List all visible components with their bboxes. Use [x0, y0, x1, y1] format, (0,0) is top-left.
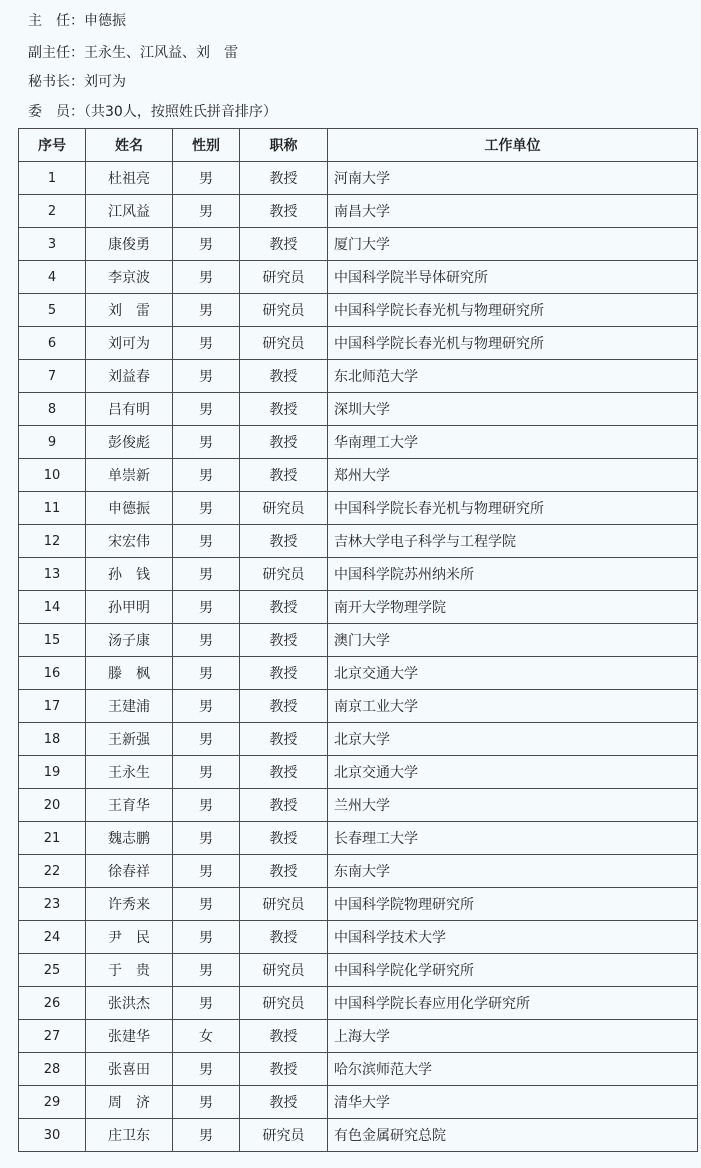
cell-title: 教授 [240, 525, 328, 558]
cell-name: 单崇新 [86, 459, 173, 492]
cell-gender: 男 [173, 723, 240, 756]
cell-title: 教授 [240, 756, 328, 789]
cell-name: 康俊勇 [86, 228, 173, 261]
cell-name: 申德振 [86, 492, 173, 525]
cell-index: 17 [19, 690, 86, 723]
cell-name: 王新强 [86, 723, 173, 756]
cell-index: 23 [19, 888, 86, 921]
table-row [19, 954, 698, 987]
cell-gender: 男 [173, 855, 240, 888]
cell-unit: 中国科学技术大学 [328, 921, 698, 954]
cell-gender: 男 [173, 888, 240, 921]
members-table [18, 128, 698, 1152]
cell-index: 19 [19, 756, 86, 789]
table-row [19, 195, 698, 228]
cell-gender: 男 [173, 228, 240, 261]
cell-gender: 男 [173, 921, 240, 954]
cell-gender: 男 [173, 624, 240, 657]
cell-unit: 上海大学 [328, 1020, 698, 1053]
cell-title: 教授 [240, 789, 328, 822]
cell-gender: 男 [173, 327, 240, 360]
cell-title: 教授 [240, 360, 328, 393]
table-row [19, 855, 698, 888]
cell-index: 2 [19, 195, 86, 228]
cell-index: 26 [19, 987, 86, 1020]
cell-gender: 男 [173, 591, 240, 624]
cell-unit: 澳门大学 [328, 624, 698, 657]
cell-unit: 厦门大学 [328, 228, 698, 261]
col-header-unit: 工作单位 [328, 129, 698, 162]
cell-gender: 男 [173, 261, 240, 294]
cell-gender: 男 [173, 195, 240, 228]
cell-name: 孙甲明 [86, 591, 173, 624]
vice-chair-label: 副主任： [28, 45, 84, 61]
cell-title: 教授 [240, 921, 328, 954]
table-header-row [19, 129, 698, 162]
cell-title: 教授 [240, 162, 328, 195]
cell-gender: 男 [173, 558, 240, 591]
cell-name: 张建华 [86, 1020, 173, 1053]
cell-unit: 吉林大学电子科学与工程学院 [328, 525, 698, 558]
cell-name: 魏志鹏 [86, 822, 173, 855]
chair-line [28, 12, 126, 30]
cell-title: 教授 [240, 459, 328, 492]
cell-title: 研究员 [240, 954, 328, 987]
cell-title: 研究员 [240, 261, 328, 294]
cell-index: 12 [19, 525, 86, 558]
cell-unit: 北京大学 [328, 723, 698, 756]
cell-title: 教授 [240, 393, 328, 426]
cell-title: 研究员 [240, 492, 328, 525]
cell-unit: 中国科学院半导体研究所 [328, 261, 698, 294]
table-row [19, 723, 698, 756]
table-row [19, 888, 698, 921]
cell-gender: 男 [173, 954, 240, 987]
cell-index: 15 [19, 624, 86, 657]
cell-title: 教授 [240, 657, 328, 690]
cell-gender: 男 [173, 294, 240, 327]
vice-chair-line [28, 44, 238, 62]
cell-title: 教授 [240, 1053, 328, 1086]
cell-unit: 哈尔滨师范大学 [328, 1053, 698, 1086]
cell-unit: 华南理工大学 [328, 426, 698, 459]
chair-label: 主 任： [28, 13, 84, 29]
cell-unit: 南京工业大学 [328, 690, 698, 723]
cell-index: 20 [19, 789, 86, 822]
cell-gender: 男 [173, 1119, 240, 1152]
cell-unit: 兰州大学 [328, 789, 698, 822]
cell-index: 7 [19, 360, 86, 393]
cell-index: 5 [19, 294, 86, 327]
cell-index: 16 [19, 657, 86, 690]
table-row [19, 459, 698, 492]
cell-index: 22 [19, 855, 86, 888]
table-row [19, 525, 698, 558]
cell-unit: 北京交通大学 [328, 657, 698, 690]
cell-name: 许秀来 [86, 888, 173, 921]
members-label: 委 员： [28, 104, 84, 120]
cell-index: 4 [19, 261, 86, 294]
cell-title: 研究员 [240, 987, 328, 1020]
cell-gender: 男 [173, 987, 240, 1020]
cell-unit: 东南大学 [328, 855, 698, 888]
cell-title: 研究员 [240, 327, 328, 360]
members-table-body [19, 162, 698, 1152]
cell-unit: 中国科学院化学研究所 [328, 954, 698, 987]
cell-index: 18 [19, 723, 86, 756]
table-row [19, 987, 698, 1020]
table-row [19, 822, 698, 855]
cell-name: 尹 民 [86, 921, 173, 954]
cell-gender: 男 [173, 756, 240, 789]
cell-index: 27 [19, 1020, 86, 1053]
table-row [19, 657, 698, 690]
cell-index: 11 [19, 492, 86, 525]
cell-index: 1 [19, 162, 86, 195]
cell-index: 28 [19, 1053, 86, 1086]
cell-title: 教授 [240, 723, 328, 756]
cell-name: 张洪杰 [86, 987, 173, 1020]
table-row [19, 294, 698, 327]
table-row [19, 591, 698, 624]
cell-name: 江风益 [86, 195, 173, 228]
table-row [19, 558, 698, 591]
cell-name: 刘可为 [86, 327, 173, 360]
cell-index: 9 [19, 426, 86, 459]
cell-index: 24 [19, 921, 86, 954]
cell-title: 教授 [240, 228, 328, 261]
cell-name: 滕 枫 [86, 657, 173, 690]
table-row [19, 1020, 698, 1053]
cell-gender: 男 [173, 789, 240, 822]
cell-unit: 中国科学院长春光机与物理研究所 [328, 492, 698, 525]
cell-name: 汤子康 [86, 624, 173, 657]
cell-name: 王建浦 [86, 690, 173, 723]
cell-unit: 南开大学物理学院 [328, 591, 698, 624]
table-row [19, 1086, 698, 1119]
cell-index: 13 [19, 558, 86, 591]
cell-name: 彭俊彪 [86, 426, 173, 459]
cell-name: 李京波 [86, 261, 173, 294]
cell-gender: 男 [173, 459, 240, 492]
cell-name: 吕有明 [86, 393, 173, 426]
table-row [19, 426, 698, 459]
cell-unit: 中国科学院长春光机与物理研究所 [328, 294, 698, 327]
cell-name: 王育华 [86, 789, 173, 822]
table-row [19, 1053, 698, 1086]
vice-chair-names: 王永生、江风益、刘 雷 [84, 45, 238, 61]
table-row [19, 921, 698, 954]
cell-unit: 中国科学院物理研究所 [328, 888, 698, 921]
cell-name: 杜祖亮 [86, 162, 173, 195]
table-row [19, 162, 698, 195]
cell-unit: 郑州大学 [328, 459, 698, 492]
cell-name: 王永生 [86, 756, 173, 789]
members-note: （共30人，按照姓氏拼音排序） [84, 104, 277, 120]
cell-title: 教授 [240, 690, 328, 723]
table-row [19, 789, 698, 822]
cell-gender: 男 [173, 426, 240, 459]
cell-title: 教授 [240, 822, 328, 855]
table-row [19, 492, 698, 525]
cell-gender: 男 [173, 822, 240, 855]
cell-name: 孙 钱 [86, 558, 173, 591]
table-row [19, 360, 698, 393]
table-row [19, 327, 698, 360]
table-row [19, 690, 698, 723]
cell-unit: 中国科学院苏州纳米所 [328, 558, 698, 591]
cell-name: 宋宏伟 [86, 525, 173, 558]
cell-title: 研究员 [240, 294, 328, 327]
cell-title: 教授 [240, 624, 328, 657]
cell-name: 刘益春 [86, 360, 173, 393]
cell-unit: 河南大学 [328, 162, 698, 195]
chair-name: 申德振 [84, 13, 126, 29]
cell-gender: 男 [173, 657, 240, 690]
cell-index: 3 [19, 228, 86, 261]
cell-index: 10 [19, 459, 86, 492]
col-header-name: 姓名 [86, 129, 173, 162]
cell-index: 30 [19, 1119, 86, 1152]
cell-unit: 北京交通大学 [328, 756, 698, 789]
members-line [28, 103, 277, 121]
cell-gender: 男 [173, 360, 240, 393]
cell-gender: 男 [173, 690, 240, 723]
cell-gender: 女 [173, 1020, 240, 1053]
cell-title: 教授 [240, 195, 328, 228]
table-row [19, 624, 698, 657]
cell-unit: 中国科学院长春应用化学研究所 [328, 987, 698, 1020]
cell-gender: 男 [173, 492, 240, 525]
cell-gender: 男 [173, 525, 240, 558]
col-header-index: 序号 [19, 129, 86, 162]
cell-name: 庄卫东 [86, 1119, 173, 1152]
cell-title: 教授 [240, 1020, 328, 1053]
cell-unit: 中国科学院长春光机与物理研究所 [328, 327, 698, 360]
cell-index: 25 [19, 954, 86, 987]
cell-title: 教授 [240, 855, 328, 888]
secretary-line [28, 73, 126, 91]
cell-unit: 东北师范大学 [328, 360, 698, 393]
table-row [19, 1119, 698, 1152]
cell-title: 研究员 [240, 1119, 328, 1152]
cell-name: 徐春祥 [86, 855, 173, 888]
col-header-gender: 性别 [173, 129, 240, 162]
cell-title: 教授 [240, 591, 328, 624]
cell-index: 8 [19, 393, 86, 426]
table-row [19, 228, 698, 261]
cell-name: 周 济 [86, 1086, 173, 1119]
cell-index: 21 [19, 822, 86, 855]
cell-gender: 男 [173, 162, 240, 195]
cell-unit: 长春理工大学 [328, 822, 698, 855]
secretary-name: 刘可为 [84, 74, 126, 90]
cell-unit: 南昌大学 [328, 195, 698, 228]
cell-gender: 男 [173, 1086, 240, 1119]
cell-unit: 清华大学 [328, 1086, 698, 1119]
table-row [19, 393, 698, 426]
cell-name: 张喜田 [86, 1053, 173, 1086]
cell-index: 29 [19, 1086, 86, 1119]
cell-title: 研究员 [240, 888, 328, 921]
table-row [19, 261, 698, 294]
cell-name: 于 贵 [86, 954, 173, 987]
col-header-title: 职称 [240, 129, 328, 162]
cell-index: 6 [19, 327, 86, 360]
table-row [19, 756, 698, 789]
cell-title: 教授 [240, 1086, 328, 1119]
cell-index: 14 [19, 591, 86, 624]
cell-title: 研究员 [240, 558, 328, 591]
cell-title: 教授 [240, 426, 328, 459]
cell-unit: 有色金属研究总院 [328, 1119, 698, 1152]
secretary-label: 秘书长： [28, 74, 84, 90]
cell-gender: 男 [173, 1053, 240, 1086]
cell-unit: 深圳大学 [328, 393, 698, 426]
cell-gender: 男 [173, 393, 240, 426]
cell-name: 刘 雷 [86, 294, 173, 327]
